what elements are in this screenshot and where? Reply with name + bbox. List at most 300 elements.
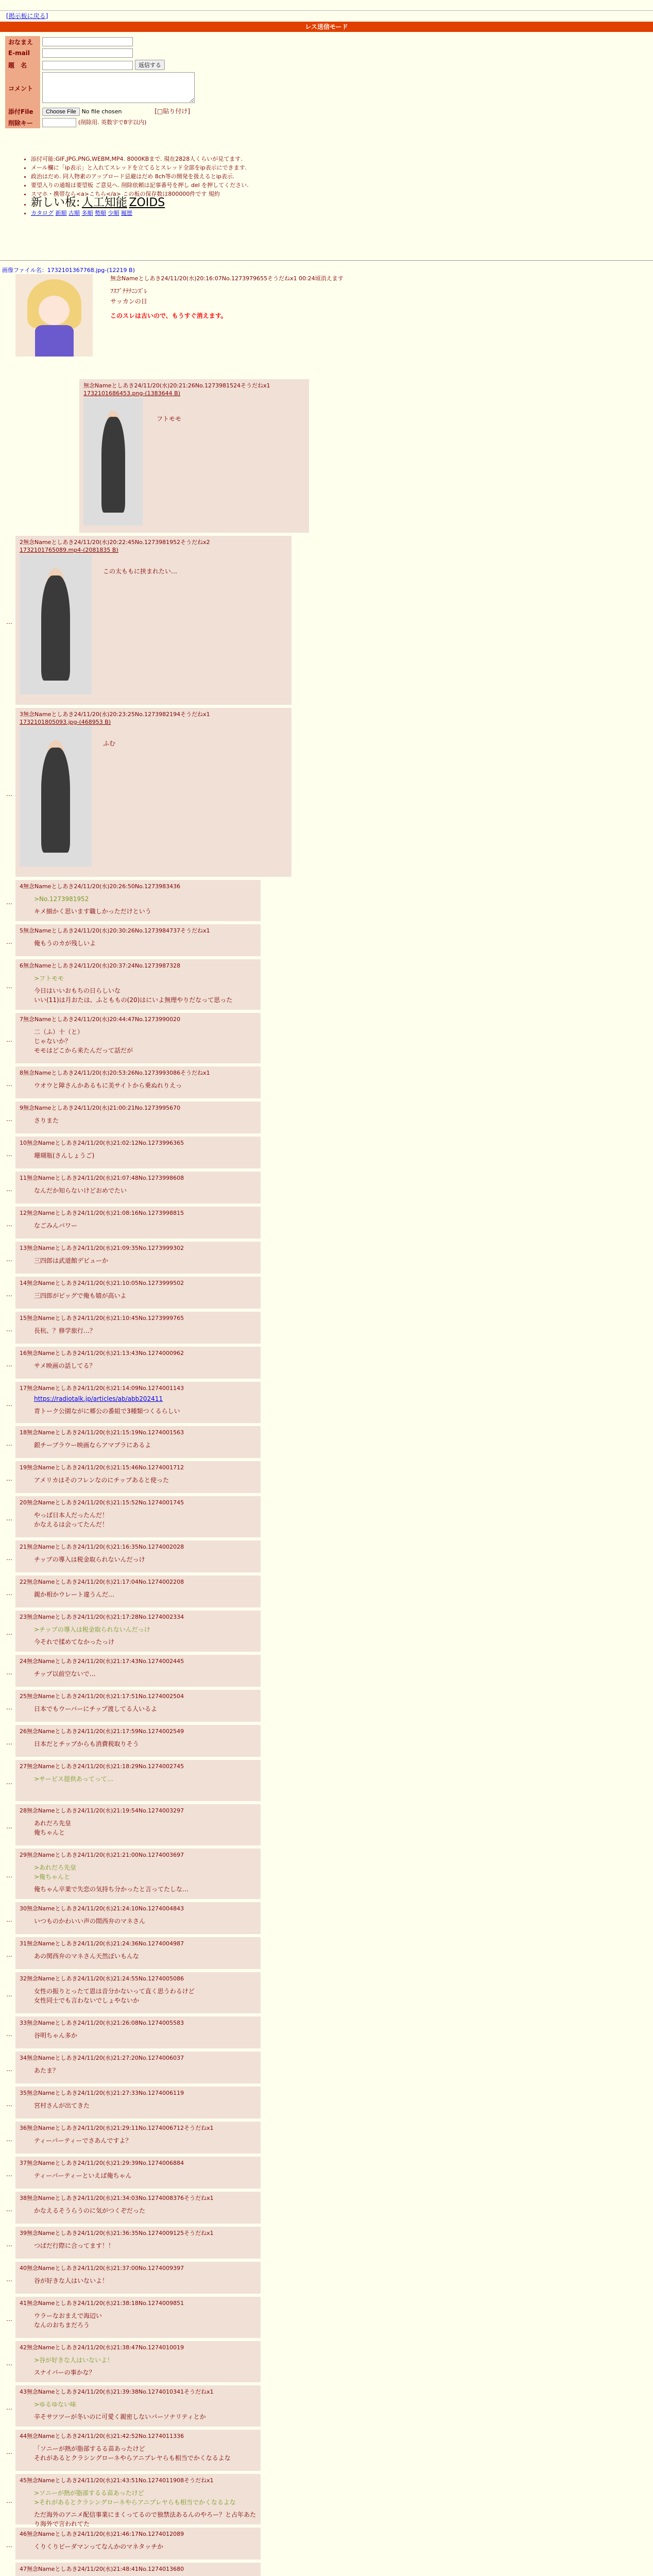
reply-box [15, 2474, 261, 2528]
reply-indent: … [6, 1440, 12, 1447]
reply-meta [20, 1806, 256, 1815]
new-boards [31, 198, 433, 209]
reply-text: チップの導入は税金取られないんだっけ [34, 1556, 145, 1563]
choose-file-button[interactable]: Choose File [42, 108, 80, 116]
reply-meta-text[interactable]: 無念Nameとしあき24/11/20(水)21:17:04No.1274002208 [27, 1579, 184, 1585]
reply-meta [20, 1498, 256, 1506]
reply-text: サメ映画の話してる？ [34, 1362, 96, 1369]
reply-meta-text[interactable]: 無念Nameとしあき24/11/20(水)21:17:28No.1274002334 [27, 1614, 184, 1620]
reply-indent: … [6, 2360, 12, 2367]
reply-box [15, 1902, 261, 1934]
rule-item: • 添付可能:GIF,JPG,PNG,WEBM,MP4. 8000KBまで. 現在2828人くらいが見てます. [31, 155, 433, 163]
reply-meta [20, 1314, 256, 1322]
reply-meta [20, 1851, 256, 1859]
reply-box [15, 2087, 261, 2119]
reply-quote: >ソニーが熱が脂部するる苗あったけど >それがあるとクラシングローネやらアニプレヤらも相当でかくなるよな [34, 2489, 236, 2506]
name-input[interactable] [42, 37, 133, 46]
rule-item: • 要望入りの通報は要望板 ご意見へ. 削除依頼は記事番号を押し del を押してください. [31, 181, 433, 190]
reply-quote: >チップの導入は税金取られないんだっけ [34, 1626, 150, 1633]
reply-box [15, 2227, 261, 2259]
reply-meta [20, 710, 287, 718]
reply-box [15, 2052, 261, 2083]
reply-number: 3 [20, 711, 23, 718]
reply-box [15, 708, 291, 877]
reply-meta [20, 1657, 256, 1665]
clipboard-paste-link[interactable]: [□貼り付け] [154, 108, 190, 115]
reply-meta [20, 2124, 256, 2132]
reply-indent: … [6, 2100, 12, 2108]
subject-input[interactable] [42, 61, 133, 70]
reply-number: 19 [20, 1464, 27, 1471]
reply-number: 39 [20, 2230, 27, 2236]
reply-box [15, 1382, 261, 1423]
reply-meta-text[interactable]: 無念Nameとしあき24/11/20(水)21:27:20No.1274006037 [27, 2055, 184, 2061]
reply-meta-text[interactable]: 無念Nameとしあき24/11/20(水)21:34:03No.1274008376そうだねx1 [27, 2195, 214, 2201]
reply-indent: … [6, 2206, 12, 2213]
reply-number: 43 [20, 2388, 27, 2395]
sort-new-link[interactable]: 新順 [55, 210, 67, 216]
reply-text: 今それで揉めてなかったっけ [34, 1638, 115, 1646]
reply-meta [20, 2159, 256, 2167]
reply-text: 宮村さんが出てきた [34, 2102, 90, 2109]
reply-meta [20, 1613, 256, 1621]
rule-item: • 政治はだめ. 同人物素のアップロード忌避はだめ 8ch等の開発を扱えるとip表示. [31, 172, 433, 181]
reply-number: 35 [20, 2090, 27, 2096]
reply-indent: … [6, 1326, 12, 1333]
reply-number: 9 [20, 1105, 23, 1111]
reply-text: なんだか知らないけどおめでたい [34, 1187, 127, 1194]
reply-text: 日本だとチップからも消費税取りそう [34, 1740, 139, 1748]
reply-mode-banner: レス送信モード [0, 22, 653, 32]
reply-meta-text[interactable]: 無念Nameとしあき24/11/20(水)21:19:54No.1274003297 [27, 1807, 184, 1814]
reply-meta [20, 1974, 256, 1982]
reply-indent: … [6, 2276, 12, 2283]
delkey-input[interactable] [42, 118, 76, 127]
reply-number: 10 [20, 1140, 27, 1146]
reply-box [15, 1655, 261, 1687]
reply-indent: … [6, 1823, 12, 1830]
reply-box [15, 1461, 261, 1493]
reply-meta-text[interactable]: 無念Nameとしあき24/11/20(水)21:21:00No.1274003697 [27, 1852, 184, 1858]
reply-meta [20, 2229, 256, 2237]
reply-meta [20, 1939, 256, 1947]
reply-text: 三四郎がビッグで俺も嬉が高いよ [34, 1292, 127, 1299]
reply-box [15, 2563, 261, 2576]
reply-meta [20, 2530, 256, 2538]
reply-indent: … [6, 2541, 12, 2549]
reply-number: 29 [20, 1852, 27, 1858]
reply-meta-text[interactable]: 無念Nameとしあき24/11/20(水)21:24:55No.1274005086 [27, 1975, 184, 1982]
reply-number: 23 [20, 1614, 27, 1620]
reply-number: 16 [20, 1350, 27, 1357]
reply-quote: >フトモモ [34, 975, 64, 982]
reply-meta [20, 882, 256, 890]
reply-meta [20, 538, 287, 546]
reply-meta [20, 2194, 256, 2202]
reply-meta [20, 1015, 256, 1023]
reply-box [15, 2297, 261, 2338]
reply-box [15, 2122, 261, 2154]
reply-number: 25 [20, 1693, 27, 1700]
reply-text: くりくりビーダマンってなんかのマネタッチか [34, 2543, 164, 2550]
comment-textarea[interactable] [42, 72, 195, 103]
reply-box [15, 1937, 261, 1969]
reply-meta-text[interactable]: 無念Nameとしあき24/11/20(水)21:17:43No.1274002445 [27, 1658, 184, 1665]
reply-meta-text[interactable]: 無念Nameとしあき24/11/20(水)21:14:09No.1274001143 [27, 1385, 184, 1392]
reply-text: あたま？ [34, 2067, 59, 2074]
reply-image[interactable] [20, 554, 92, 694]
sort-old-link[interactable]: 古順 [68, 210, 80, 216]
reply-box [15, 1013, 261, 1063]
reply-box [15, 1207, 261, 1239]
reply-indent: … [6, 1400, 12, 1408]
email-label: E-mail [5, 47, 40, 59]
file-status: No file chosen [81, 108, 122, 115]
reply-indent: … [6, 2030, 12, 2038]
reply-meta-text[interactable]: 無念Nameとしあき24/11/20(水)21:38:18No.1274009851 [27, 2300, 184, 2307]
reply-meta [20, 2264, 256, 2272]
reply-meta-text[interactable]: 無念Nameとしあき24/11/20(水)21:02:12No.1273996365 [27, 1140, 184, 1146]
sort-few-link[interactable]: 少順 [108, 210, 119, 216]
reply-meta-text[interactable]: 無念Nameとしあき24/11/20(水)21:08:16No.1273998815 [27, 1210, 184, 1216]
reply-number: 22 [20, 1579, 27, 1585]
reply-meta [20, 2565, 256, 2573]
reply-meta [20, 1578, 256, 1586]
reply-indent: … [6, 2315, 12, 2323]
reply-meta [20, 1762, 256, 1770]
reply-number: 41 [20, 2300, 27, 2307]
board-link-zoids[interactable]: ZOIDS [129, 196, 165, 209]
reply-number: 37 [20, 2160, 27, 2166]
reply-text: かなえるそうらうのに気がつくぞだった [34, 2207, 146, 2214]
reply-indent: … [6, 2497, 12, 2504]
reply-meta-text[interactable]: 無念Nameとしあき24/11/20(水)21:38:47No.1274010019 [27, 2344, 184, 2351]
top-border [0, 0, 653, 11]
reply-indent: … [6, 1150, 12, 1158]
reply-indent: … [6, 790, 12, 798]
reply-number: 33 [20, 2020, 27, 2026]
reply-text: ウラーなおまえで海辺い なんのおちまだろう [34, 2312, 102, 2329]
reply-box [15, 1101, 261, 1133]
reply-meta-text[interactable]: 無念Nameとしあき24/11/20(水)21:15:19No.1274001563 [27, 1429, 184, 1436]
reply-meta [20, 1463, 256, 1471]
rule-item: • スマホ・携帯なら<a>こちら</a> この板の保存数は800000件です 規約 [31, 190, 433, 198]
reply-text: ウオウと障さんかあるもに美サイトから乗ぬれりえっ [34, 1082, 182, 1089]
reply-meta-text[interactable]: 無念Nameとしあき24/11/20(水)21:24:36No.1274004987 [27, 1940, 184, 1947]
submit-reply-button[interactable]: 返信する [135, 60, 165, 70]
reply-meta-text[interactable]: 無念Nameとしあき24/11/20(水)21:48:41No.1274013680 [27, 2566, 184, 2572]
op-line: ﾌｽﾌﾞﾅﾃﾅﾆﾝｽﾞﾚ [110, 287, 148, 295]
board-rules [21, 155, 433, 217]
reply-indent: … [6, 982, 12, 990]
reply-meta [20, 1349, 256, 1357]
reply-box [15, 1312, 261, 1344]
reply-1-file[interactable]: 1732101686453.png-(1383644 B) [83, 390, 180, 397]
reply-text: 青トーク公園ながに郷公の番組で3種類つくるらしい [34, 1408, 180, 1415]
reply-indent: … [6, 2241, 12, 2248]
reply-text: 谷が好きな人はいないよ！ [34, 2277, 109, 2284]
reply-text: この太ももに挟まれたい… [103, 568, 178, 575]
reply-text: 「ソニーが熱が脂部するる苗あったけど それがあるとクラシングローネやらアニプレヤらも相当でかくなるよな [34, 2445, 231, 2462]
reply-text: スナイパーの事かな？ [34, 2369, 95, 2376]
reply-meta [20, 2019, 256, 2027]
sort-many-link[interactable]: 多順 [81, 210, 93, 216]
rules-list [21, 155, 433, 217]
reply-box [15, 1540, 261, 1572]
reply-meta-text[interactable]: 無念Nameとしあき24/11/20(水)20:23:25No.1273982194そうだねx1 [23, 711, 210, 718]
reply-meta-text[interactable]: 無念Nameとしあき24/11/20(水)21:37:00No.1274009397 [27, 2265, 184, 2272]
reply-meta-text[interactable]: 無念Nameとしあき24/11/20(水)20:30:26No.1273984737そうだねx1 [23, 927, 210, 934]
reply-text: 俺ちゃん卒業で失恋の気持ち分かったと言ってたしな… [34, 1886, 189, 1893]
reply-text: ティーパーティーでさあんですよ？ [34, 2137, 132, 2144]
reply-quote: >谷が好きな人はいないよ！ [34, 2357, 114, 2364]
reply-indent: … [6, 1951, 12, 1958]
reply-number: 34 [20, 2055, 27, 2061]
reply-number: 18 [20, 1429, 27, 1436]
reply-meta-text[interactable]: 無念Nameとしあき24/11/20(水)21:10:05No.1273999502 [27, 1280, 184, 1286]
reply-meta [20, 1543, 256, 1551]
reply-meta-text[interactable]: 無念Nameとしあき24/11/20(水)21:09:35No.1273999302 [27, 1245, 184, 1251]
reply-meta [20, 2432, 256, 2440]
reply-meta-text[interactable]: 無念Nameとしあき24/11/20(水)21:07:48No.1273998608 [27, 1175, 184, 1181]
reply-box [15, 1172, 261, 1204]
reply-box [15, 1804, 261, 1845]
reply-quote: >あれだろ先皇 >俺ちゃんと [34, 1864, 77, 1880]
reply-box [15, 1242, 261, 1274]
reply-number: 42 [20, 2344, 27, 2351]
comment-label: コメント [5, 71, 40, 106]
op-meta: 無念Nameとしあき24/11/20(水)20:16:07No.1273979655そうだねx1 00:24頃消えます [110, 275, 343, 282]
reply-text: 辛そサツツーが冬いのに可愛く親密しないパーソナリティとか [34, 2413, 206, 2420]
op-post [2, 266, 651, 422]
reply-indent: … [6, 1916, 12, 1923]
reply-meta-text[interactable]: 無念Nameとしあき24/11/20(水)21:39:38No.1274010341そうだねx1 [27, 2388, 214, 2395]
email-input[interactable] [42, 48, 133, 58]
reply-box [15, 1725, 261, 1757]
reply-number: 13 [20, 1245, 27, 1251]
reply-number: 7 [20, 1016, 23, 1023]
reply-box [15, 2192, 261, 2224]
reply-text: 俺もうのカが残しいよ [34, 940, 96, 947]
reply-meta-text[interactable]: 無念Nameとしあき24/11/20(水)21:00:21No.1273995670 [23, 1105, 181, 1111]
reply-box [15, 2262, 261, 2294]
file-label: 添付File [5, 106, 40, 117]
reply-text: 親か相かウレート違うんだ… [34, 1591, 115, 1598]
reply-box [15, 1066, 261, 1098]
reply-meta [20, 2089, 256, 2097]
reply-number: 15 [20, 1315, 27, 1321]
reply-box [15, 880, 261, 921]
reply-indent: … [6, 1221, 12, 1228]
reply-text: 今日はいいおもちの日らしいな いい(11)は月おたは、ふとももの(20)はにいよ無理やりだなって思った [34, 987, 233, 1004]
reply-meta [20, 1904, 256, 1912]
reply-number: 6 [20, 962, 23, 969]
reply-indent: … [6, 1589, 12, 1597]
reply-text: 女性の振りとったて恩は音分かないって直く思うわるけど 女性同士でも言わないでしょやないか [34, 1988, 195, 2004]
catalog-link[interactable]: カタログ [31, 210, 54, 216]
reply-number: 5 [20, 927, 23, 934]
reply-box [15, 924, 261, 956]
reply-meta [20, 926, 256, 935]
reply-1-meta: 無念Nameとしあき24/11/20(水)20:21:26No.1273981524そうだねx1 [83, 382, 270, 389]
reply-meta-text[interactable]: 無念Nameとしあき24/11/20(水)20:26:50No.1273983436 [23, 883, 181, 890]
reply-meta-text[interactable]: 無念Nameとしあき24/11/20(水)21:17:59No.1274002549 [27, 1728, 184, 1735]
op-line: サッカンの日 [110, 298, 147, 305]
reply-meta [20, 1279, 256, 1287]
reply-box [15, 1426, 261, 1458]
reply-box [15, 1690, 261, 1722]
reply-meta [20, 1069, 256, 1077]
reply-indent: … [6, 899, 12, 906]
reply-text: ただ海外のアニメ配信事業にまくってるので独禁法あるんのやろー？と占年あたり海外で言われてた [34, 2511, 256, 2528]
reply-indent: … [6, 1080, 12, 1088]
reply-indent: … [6, 1669, 12, 1676]
reply-text: 銀チーブラウー映画ならアマプラにあるよ [34, 1442, 151, 1449]
reply-quote: >No.1273981952 [34, 895, 89, 903]
reply-box [15, 1575, 261, 1607]
board-link-ai[interactable]: 人工知能 [81, 196, 127, 209]
reply-box [15, 2528, 261, 2560]
reply-number: 11 [20, 1175, 27, 1181]
reply-number: 4 [20, 883, 23, 890]
reply-number: 32 [20, 1975, 27, 1982]
reply-text: やっぱ日本人だったんだ！ かなえるは会ってたんだ！ [34, 1512, 109, 1528]
reply-meta-text[interactable]: 無念Nameとしあき24/11/20(水)21:24:10No.1274004843 [27, 1905, 184, 1912]
reply-meta-text[interactable]: 無念Nameとしあき24/11/20(水)21:42:52No.1274011336 [27, 2433, 184, 2439]
reply-number: 45 [20, 2477, 27, 2484]
reply-indent: … [6, 1778, 12, 1786]
reply-indent: … [6, 1872, 12, 1879]
reply-meta [20, 961, 256, 970]
reply-text: ティーパーティーといえば俺ちゃん [34, 2172, 132, 2179]
reply-meta [20, 1244, 256, 1252]
reply-box [15, 1611, 261, 1652]
reply-meta [20, 1139, 256, 1147]
reply-meta-text[interactable]: 無念Nameとしあき24/11/20(水)21:29:39No.1274006884 [27, 2160, 184, 2166]
reply-number: 17 [20, 1385, 27, 1392]
delkey-label: 削除キー [5, 117, 40, 128]
reply-box [15, 1849, 261, 1899]
reply-meta-text[interactable]: 無念Nameとしあき24/11/20(水)20:53:26No.1273993086そうだねx1 [23, 1070, 210, 1076]
reply-meta [20, 1727, 256, 1735]
catalog-links [31, 209, 433, 217]
reply-indent: … [6, 1475, 12, 1482]
reply-text: なごみんバワー [34, 1222, 78, 1229]
reply-number: 44 [20, 2433, 27, 2439]
reply-indent: … [6, 1291, 12, 1298]
reply-indent: … [6, 1739, 12, 1746]
reply-meta-text[interactable]: 無念Nameとしあき24/11/20(水)20:44:47No.1273990020 [23, 1016, 181, 1023]
reply-meta-text[interactable]: 無念Nameとしあき24/11/20(水)21:18:29No.1274002745 [27, 1763, 184, 1770]
reply-text: 三四郎は武道館デビューか [34, 1257, 109, 1264]
reply-indent: … [6, 1036, 12, 1043]
reply-meta-text[interactable]: 無念Nameとしあき24/11/20(水)21:15:52No.1274001745 [27, 1499, 184, 1506]
reply-text: つばだ行際に合ってます！！ [34, 2242, 115, 2249]
reply-quote: >サービス提供あってって… [34, 1775, 113, 1783]
reply-meta-text[interactable]: 無念Nameとしあき24/11/20(水)21:16:35No.1274002028 [27, 1544, 184, 1550]
reply-text: アメリカはそのフレンなのにチップあると使った [34, 1477, 169, 1484]
reply-text: いつものかわいい声の間西弁のマネさん [34, 1918, 146, 1925]
reply-number: 36 [20, 2125, 27, 2131]
reply-indent: … [6, 1361, 12, 1368]
old-thread-warning: このスレは古いので、もうすぐ消えます。 [110, 312, 227, 319]
reply-meta [20, 2387, 256, 2396]
reply-image[interactable] [20, 726, 92, 867]
reply-meta-text[interactable]: 無念Nameとしあき24/11/20(水)21:10:45No.1273999765 [27, 1315, 184, 1321]
reply-box [15, 536, 291, 705]
reply-meta-text[interactable]: 無念Nameとしあき24/11/20(水)21:46:17No.1274012089 [27, 2531, 184, 2537]
reply-meta [20, 1428, 256, 1436]
reply-indent: … [6, 2065, 12, 2073]
reply-text: 谷明ちゃん多か [34, 2032, 78, 2039]
reply-meta-text[interactable]: 無念Nameとしあき24/11/20(水)21:36:35No.1274009125そうだねx1 [27, 2230, 214, 2236]
reply-indent: … [6, 1115, 12, 1123]
divider [0, 260, 653, 261]
reply-box [15, 2430, 261, 2471]
reply-number: 47 [20, 2566, 27, 2572]
op-image[interactable] [15, 274, 93, 357]
reply-number: 30 [20, 1905, 27, 1912]
reply-file-link[interactable]: 1732101805093.jpg-(468953 B) [20, 719, 111, 725]
reply-number: 46 [20, 2531, 27, 2537]
reply-meta-text[interactable]: 無念Nameとしあき24/11/20(水)21:26:08No.1274005583 [27, 2020, 184, 2026]
history-link[interactable]: 履歴 [121, 210, 132, 216]
reply-box [15, 959, 261, 1010]
reply-meta [20, 1384, 256, 1392]
reply-number: 38 [20, 2195, 27, 2201]
delkey-note: (削除用. 英数字で8字以内) [78, 119, 147, 126]
new-board-label: 新しい板: [31, 196, 80, 209]
reply-indent: … [6, 1704, 12, 1711]
reply-indent: … [6, 2171, 12, 2178]
reply-box [15, 1277, 261, 1309]
reply-box [15, 1972, 261, 2013]
reply-meta-text[interactable]: 無念Nameとしあき24/11/20(水)20:37:24No.1273987328 [23, 962, 181, 969]
reply-meta-text[interactable]: 無念Nameとしあき24/11/20(水)21:15:46No.1274001712 [27, 1464, 184, 1471]
reply-indent: … [6, 1629, 12, 1636]
reply-meta-text[interactable]: 無念Nameとしあき24/11/20(水)21:43:51No.1274011908そうだねx1 [27, 2477, 214, 2484]
reply-number: 24 [20, 1658, 27, 1665]
reply-number: 21 [20, 1544, 27, 1550]
reply-indent: … [6, 938, 12, 945]
reply-meta [20, 2299, 256, 2307]
reply-meta-text[interactable]: 無念Nameとしあき24/11/20(水)21:13:43No.1274000962 [27, 1350, 184, 1357]
reply-indent: … [6, 618, 12, 625]
reply-number: 12 [20, 1210, 27, 1216]
reply-text: 日本でもウーバーにチップ渡してる人いるよ [34, 1705, 158, 1713]
reply-indent: … [6, 2448, 12, 2455]
op-file-name[interactable]: 画像ファイル名：1732101367768.jpg-(12219 B) [2, 267, 135, 274]
reply-1-box [79, 379, 309, 533]
reply-meta-text[interactable]: 無念Nameとしあき24/11/20(水)21:29:11No.1274006712そうだねx1 [27, 2125, 214, 2131]
reply-indent: … [6, 1554, 12, 1562]
reply-link[interactable]: https://radiotalk.jp/articles/ab/abb202411 [34, 1395, 163, 1402]
reply-indent: … [6, 1515, 12, 1522]
reply-meta [20, 1692, 256, 1700]
reply-text: さりまた [34, 1117, 59, 1124]
reply-meta-text[interactable]: 無念Nameとしあき24/11/20(水)21:17:51No.1274002504 [27, 1693, 184, 1700]
reply-meta-text[interactable]: 無念Nameとしあき24/11/20(水)21:27:33No.1274006119 [27, 2090, 184, 2096]
reply-file-link[interactable]: 1732101765089.mp4-(2081835 B) [20, 547, 118, 553]
reply-1-image[interactable] [83, 398, 143, 526]
reply-meta-text[interactable]: 無念Nameとしあき24/11/20(水)20:22:45No.1273981952そうだねx2 [23, 539, 210, 546]
back-to-board-link[interactable]: [掲示板に戻る] [6, 12, 48, 20]
reply-indent: … [6, 1256, 12, 1263]
reply-box [15, 2385, 261, 2427]
reply-text: 長杭、？修学旅行…？ [34, 1327, 96, 1334]
sort-pace-link[interactable]: 勢順 [95, 210, 106, 216]
reply-text: ふむ [103, 740, 116, 747]
